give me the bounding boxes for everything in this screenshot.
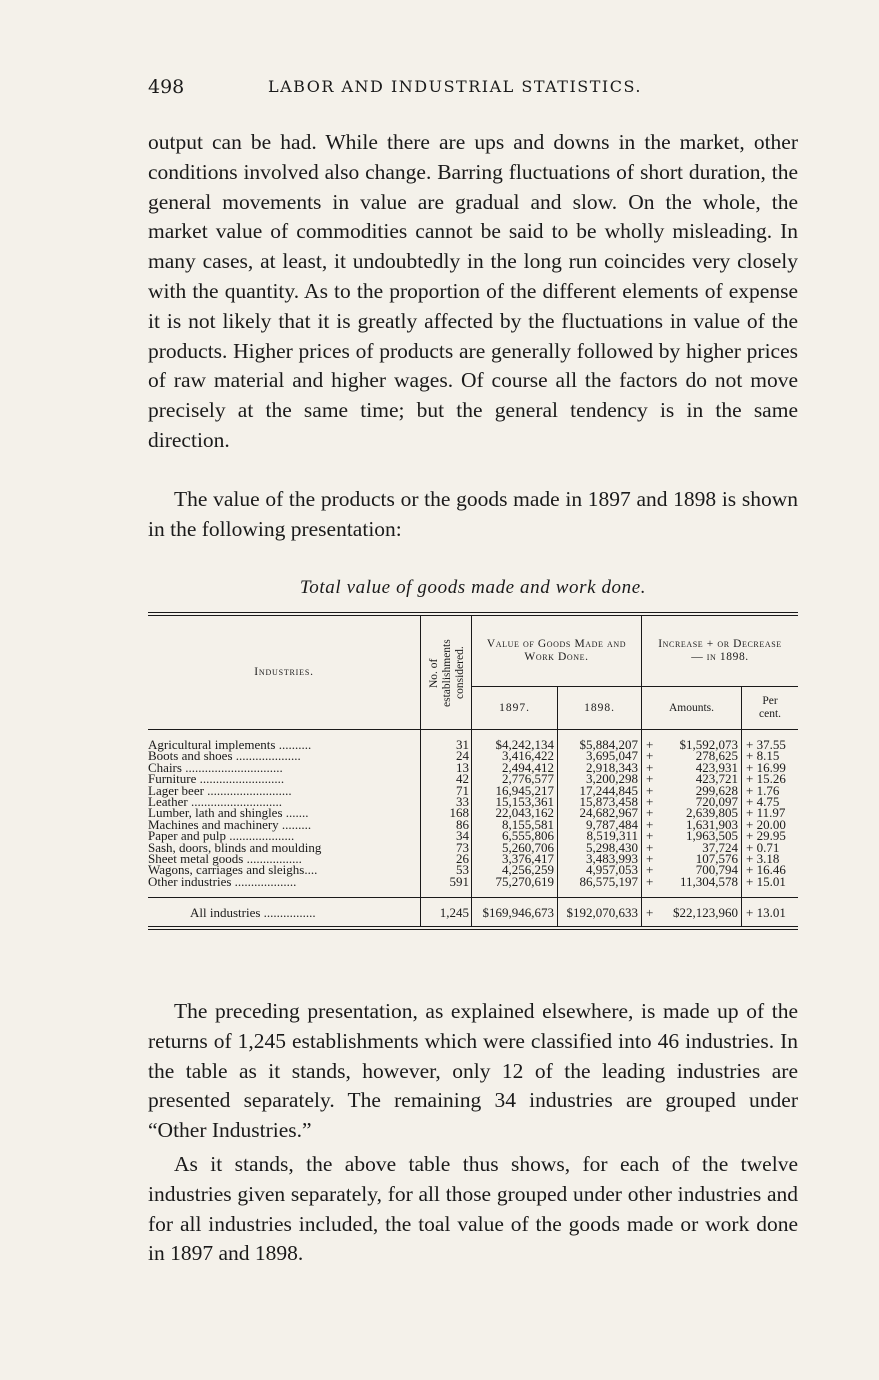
row-value-1897: 8,155,581	[472, 819, 558, 830]
header-per-cent-text: Per cent.	[758, 695, 782, 720]
row-per-cent: + 15.26	[742, 773, 799, 784]
row-establishments: 71	[421, 785, 472, 796]
row-sign: +	[642, 730, 661, 751]
row-per-cent: + 16.99	[742, 762, 799, 773]
row-amount: 700,794	[695, 862, 738, 878]
paragraph-text: The value of the products or the goods made in 1897 and 1898 is shown in the following presentation:	[148, 487, 798, 541]
row-industry: Sheet metal goods .................	[148, 851, 302, 867]
row-value-1898: 17,244,845	[558, 785, 642, 796]
row-per-cent: + 3.18	[742, 853, 799, 864]
row-sign: +	[642, 785, 661, 796]
row-value-1897: 2,494,412	[472, 762, 558, 773]
table-caption: Total value of goods made and work done.	[299, 577, 647, 598]
row-establishments: 42	[421, 773, 472, 784]
table-total-row	[148, 898, 798, 929]
value-of-goods-table	[148, 612, 798, 930]
row-per-cent: + 1.76	[742, 785, 799, 796]
row-value-1898: 86,575,197	[558, 876, 642, 898]
row-establishments: 33	[421, 796, 472, 807]
header-amounts: Amounts.	[642, 687, 742, 730]
row-value-1898: 9,787,484	[558, 819, 642, 830]
page-number: 498	[148, 76, 185, 98]
body-paragraph	[148, 485, 798, 545]
paragraph-text: As it stands, the above table thus shows, for each of the twelve industries given separately, for all those grouped under other industries and for all industries included, the toal value of the goods made or work done in 1897 and 1898.	[148, 1152, 798, 1266]
row-value-1897: 2,776,577	[472, 773, 558, 784]
row-industry: Paper and pulp ....................	[148, 828, 295, 844]
row-establishments: 24	[421, 750, 472, 761]
row-establishments: 86	[421, 819, 472, 830]
row-establishments: 168	[421, 807, 472, 818]
row-value-1898: 15,873,458	[558, 796, 642, 807]
total-sign: +	[642, 898, 661, 929]
row-sign: +	[642, 842, 661, 853]
row-industry: Agricultural implements ..........	[148, 737, 312, 752]
header-value-group	[472, 614, 642, 687]
row-per-cent: + 20.00	[742, 819, 799, 830]
row-value-1898: 2,918,343	[558, 762, 642, 773]
paragraph-text: The preceding presentation, as explained elsewhere, is made up of the returns of 1,245 establishments which were classified into 46 industries. In the table as it stands, however, only 12 of the leading industries are presented separately. The remaining 34 industries are grouped under “Other Industries.”	[148, 999, 798, 1143]
table-row	[148, 876, 798, 898]
row-amount: 1,963,505	[686, 828, 738, 844]
header-change-group	[642, 614, 799, 687]
row-per-cent: + 0.71	[742, 842, 799, 853]
row-industry: Sash, doors, blinds and moulding	[148, 839, 322, 855]
total-per-cent: + 13.01	[742, 898, 799, 929]
header-1898: 1898.	[558, 687, 642, 730]
row-value-1898: 24,682,967	[558, 807, 642, 818]
row-amount: 423,931	[695, 759, 738, 775]
row-industry: Other industries ...................	[148, 873, 297, 889]
row-value-1898: 8,519,311	[558, 830, 642, 841]
row-value-1897: 6,555,806	[472, 830, 558, 841]
row-per-cent: + 4.75	[742, 796, 799, 807]
row-amount: 1,631,903	[686, 816, 738, 832]
row-establishments: 31	[421, 730, 472, 751]
row-sign: +	[642, 807, 661, 818]
row-per-cent: + 15.01	[742, 876, 799, 898]
row-amount: 107,576	[695, 851, 738, 867]
total-value-1898: $192,070,633	[558, 898, 642, 929]
row-per-cent: + 11.97	[742, 807, 799, 818]
row-industry: Machines and machinery .........	[148, 816, 312, 832]
row-industry: Wagons, carriages and sleighs....	[148, 862, 318, 878]
header-per-cent	[742, 687, 799, 730]
row-establishments: 34	[421, 830, 472, 841]
row-amount: 2,639,805	[686, 805, 738, 821]
row-per-cent: + 16.46	[742, 864, 799, 875]
row-value-1897: 16,945,217	[472, 785, 558, 796]
row-amount: 37,724	[702, 839, 738, 855]
row-value-1897: 15,153,361	[472, 796, 558, 807]
header-1897: 1897.	[472, 687, 558, 730]
header-industries: Industries.	[148, 614, 421, 730]
table-body	[148, 730, 798, 898]
row-per-cent: + 37.55	[742, 730, 799, 751]
body-paragraph	[148, 1150, 798, 1269]
row-industry: Lager beer ..........................	[148, 782, 292, 798]
row-establishments: 591	[421, 876, 472, 898]
header-establishments	[421, 614, 472, 730]
table-row	[148, 730, 798, 751]
row-value-1898: 4,957,053	[558, 864, 642, 875]
row-sign: +	[642, 773, 661, 784]
row-sign: +	[642, 864, 661, 875]
total-amount: $22,123,960	[660, 898, 742, 929]
header-change-group-text: Increase + or Decrease — in 1898.	[658, 638, 782, 663]
total-value-1897: $169,946,673	[472, 898, 558, 929]
row-sign: +	[642, 876, 661, 898]
body-paragraph	[148, 997, 798, 1146]
row-sign: +	[642, 819, 661, 830]
row-value-1897: $4,242,134	[472, 730, 558, 751]
row-per-cent: + 8.15	[742, 750, 799, 761]
total-industry: All industries ................	[148, 898, 421, 929]
row-industry: Furniture ..........................	[148, 771, 285, 787]
paragraph-text: output can be had. While there are ups and downs in the market, other conditions involved also change. Barring fluctuations of short duration, the general movements in value are gradual and slow. On the whole, the market value of commodities cannot be said to be wholly misleading. In many cases, at least, it undoubtedly in the long run coincides very closely with the quantity. As to the proportion of the different elements of expense it is not likely that it is greatly affected by the fluctuations in value of the products. Higher prices of products are generally followed by higher prices of raw material and higher wages. Of course all the factors do not move precisely at the same time; but the general tendency is in the same direction.	[148, 130, 798, 452]
row-value-1897: 22,043,162	[472, 807, 558, 818]
row-amount: 423,721	[695, 771, 738, 787]
row-amount: 299,628	[695, 782, 738, 798]
row-value-1897: 5,260,706	[472, 842, 558, 853]
row-establishments: 53	[421, 864, 472, 875]
row-value-1898: $5,884,207	[558, 730, 642, 751]
row-sign: +	[642, 750, 661, 761]
row-establishments: 73	[421, 842, 472, 853]
row-industry: Leather ............................	[148, 794, 282, 810]
row-industry: Chairs ..............................	[148, 759, 283, 775]
header-value-group-text: Value of Goods Made and Work Done.	[486, 638, 627, 663]
row-per-cent: + 29.95	[742, 830, 799, 841]
row-value-1898: 5,298,430	[558, 842, 642, 853]
row-amount: 11,304,578	[679, 873, 738, 889]
body-paragraph	[148, 128, 798, 456]
row-value-1898: 3,483,993	[558, 853, 642, 864]
row-sign: +	[642, 762, 661, 773]
row-amount: 720,097	[695, 794, 738, 810]
row-industry: Lumber, lath and shingles .......	[148, 805, 309, 821]
row-value-1898: 3,200,298	[558, 773, 642, 784]
row-value-1897: 4,256,259	[472, 864, 558, 875]
header-establishments-text: No. of establishments considered.	[428, 638, 466, 707]
row-sign: +	[642, 796, 661, 807]
row-establishments: 26	[421, 853, 472, 864]
row-sign: +	[642, 853, 661, 864]
row-amount: 278,625	[695, 748, 738, 764]
row-value-1897: 3,416,422	[472, 750, 558, 761]
row-value-1898: 3,695,047	[558, 750, 642, 761]
row-value-1897: 3,376,417	[472, 853, 558, 864]
running-title: LABOR AND INDUSTRIAL STATISTICS.	[268, 77, 642, 96]
row-sign: +	[642, 830, 661, 841]
row-establishments: 13	[421, 762, 472, 773]
row-amount: $1,592,073	[679, 737, 738, 752]
row-value-1897: 75,270,619	[472, 876, 558, 898]
row-industry: Boots and shoes ....................	[148, 748, 301, 764]
total-establishments: 1,245	[421, 898, 472, 929]
running-head	[148, 76, 798, 102]
